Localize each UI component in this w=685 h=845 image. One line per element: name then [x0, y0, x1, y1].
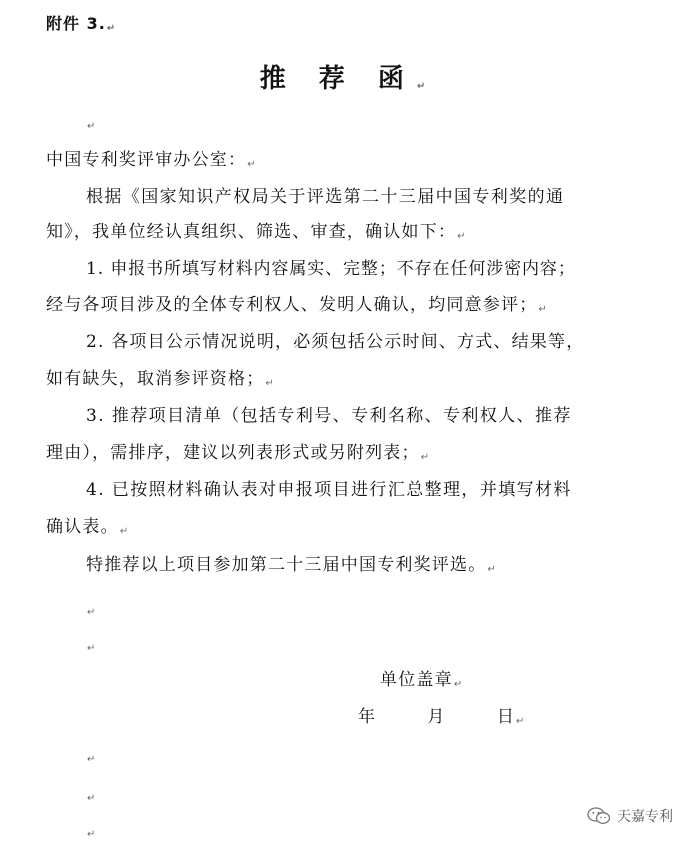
paragraph-mark: ↵	[487, 564, 496, 575]
intro-line-1-text: 根据《国家知识产权局关于评选第二十三届中国专利奖的通	[86, 187, 565, 207]
paragraph-mark: ↵	[516, 716, 525, 727]
paragraph-mark: ↵	[106, 23, 116, 34]
page-title	[0, 64, 685, 102]
item-3-line-2	[46, 443, 429, 468]
attachment-label	[46, 14, 115, 39]
date-month: 月	[427, 707, 446, 727]
page-title-text: 推 荐 函	[259, 64, 416, 94]
attachment-label-text: 附件 3.	[46, 14, 106, 33]
paragraph-mark: ↵	[87, 793, 96, 804]
watermark	[587, 806, 673, 826]
empty-line	[86, 634, 95, 659]
paragraph-mark: ↵	[247, 159, 256, 170]
seal-label	[380, 670, 462, 695]
empty-line	[86, 745, 95, 770]
paragraph-mark: ↵	[420, 452, 430, 463]
empty-line	[86, 784, 95, 809]
item-2-line-2	[46, 369, 274, 394]
intro-paragraph-line-2	[46, 222, 466, 247]
item-2-line-1	[86, 332, 584, 352]
item-1-line-2-text: 经与各项目涉及的全体专利权人、发明人确认，均同意参评；	[46, 295, 538, 315]
addressee-text: 中国专利奖评审办公室：	[46, 150, 247, 170]
date-line	[358, 707, 524, 732]
date-day: 日	[496, 707, 516, 727]
item-3-line-1	[86, 406, 572, 426]
item-1-line-1-text: 1. 申报书所填写材料内容属实、完整；不存在任何涉密内容；	[86, 259, 576, 279]
item-3-line-2-text: 理由），需排序，建议以列表形式或另附列表；	[46, 443, 420, 463]
closing-sentence-text: 特推荐以上项目参加第二十三届中国专利奖评选。	[86, 555, 487, 575]
paragraph-mark: ↵	[265, 378, 274, 389]
paragraph-mark: ↵	[538, 304, 547, 315]
item-1-line-1	[86, 259, 576, 279]
paragraph-mark: ↵	[87, 607, 96, 618]
item-4-line-2-text: 确认表。	[46, 517, 119, 537]
paragraph-mark: ↵	[87, 829, 96, 840]
date-year: 年	[358, 707, 377, 727]
paragraph-mark: ↵	[119, 526, 129, 537]
intro-line-2-text: 知》，我单位经认真组织、筛选、审查，确认如下：	[46, 222, 457, 242]
watermark-text: 天嘉专利	[617, 809, 673, 825]
item-2-line-1-text: 2. 各项目公示情况说明，必须包括公示时间、方式、结果等，	[86, 332, 585, 352]
empty-line	[86, 598, 95, 623]
wechat-logo-icon	[587, 807, 611, 825]
item-3-line-1-text: 3. 推荐项目清单（包括专利号、专利名称、专利权人、推荐	[86, 406, 572, 426]
closing-sentence	[86, 555, 496, 580]
item-1-line-2	[46, 295, 547, 320]
paragraph-mark: ↵	[457, 231, 466, 242]
item-2-line-2-text: 如有缺失，取消参评资格；	[46, 369, 265, 389]
empty-line	[86, 820, 95, 845]
paragraph-mark: ↵	[87, 121, 96, 132]
empty-line	[86, 112, 95, 137]
item-4-line-2	[46, 517, 128, 542]
paragraph-mark: ↵	[87, 643, 96, 654]
item-4-line-1-text: 4. 已按照材料确认表对申报项目进行汇总整理，并填写材料	[86, 480, 572, 500]
addressee	[46, 150, 256, 175]
seal-label-text: 单位盖章	[380, 670, 453, 690]
paragraph-mark: ↵	[416, 81, 426, 92]
paragraph-mark: ↵	[453, 679, 463, 690]
item-4-line-1	[86, 480, 572, 500]
paragraph-mark: ↵	[87, 754, 96, 765]
intro-paragraph-line-1	[86, 187, 634, 207]
